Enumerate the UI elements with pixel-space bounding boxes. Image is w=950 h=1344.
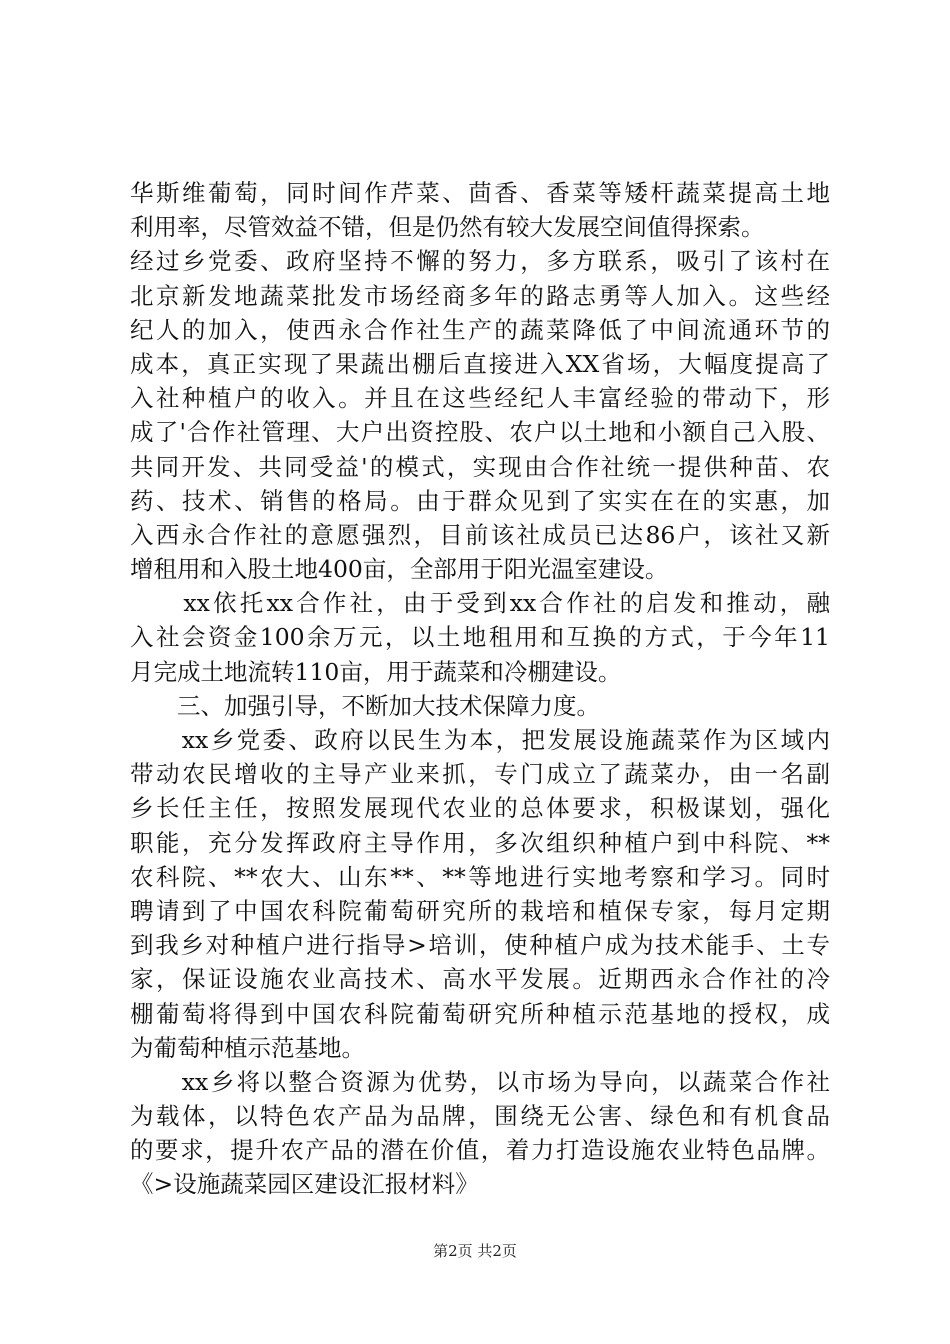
- text-line: 的要求，提升农产品的潜在价值，着力打造设施农业特色品牌。: [130, 1136, 830, 1165]
- text-line: 利用率，尽管效益不错，但是仍然有较大发展空间值得探索。: [130, 213, 765, 242]
- text-line: 三、加强引导，不断加大技术保障力度。: [130, 691, 600, 720]
- body-text: [130, 176, 830, 1202]
- text-line: 为载体，以特色农产品为品牌，围绕无公害、绿色和有机食品: [130, 1102, 830, 1131]
- text-line: xx乡将以整合资源为优势，以市场为导向，以蔬菜合作社: [130, 1067, 830, 1096]
- text-line: 棚葡萄将得到中国农科院葡萄研究所种植示范基地的授权，成: [130, 999, 830, 1028]
- text-line: 成本，真正实现了果蔬出棚后直接进入XX省场，大幅度提高了: [130, 349, 830, 378]
- text-line: 成了'合作社管理、大户出资控股、农户以土地和小额自己入股、: [130, 418, 830, 447]
- text-line: 经过乡党委、政府坚持不懈的努力，多方联系，吸引了该村在: [130, 247, 830, 276]
- page-footer: 第2页 共2页: [433, 1242, 517, 1260]
- text-line: 为葡萄种植示范基地。: [130, 1033, 365, 1062]
- text-line: 华斯维葡萄，同时间作芹菜、茴香、香菜等矮杆蔬菜提高土地: [130, 179, 830, 207]
- text-line: 农科院、**农大、山东**、**等地进行实地考察和学习。同时: [130, 862, 830, 891]
- text-line: 到我乡对种植户进行指导>培训，使种植户成为技术能手、土专: [130, 931, 830, 960]
- text-line: 共同开发、共同受益'的模式，实现由合作社统一提供种苗、农: [130, 452, 830, 481]
- text-line: 入西永合作社的意愿强烈，目前该社成员已达86户，该社又新: [130, 520, 830, 549]
- text-line: 北京新发地蔬菜批发市场经商多年的路志勇等人加入。这些经: [130, 281, 830, 310]
- text-line: 入社种植户的收入。并且在这些经纪人丰富经验的带动下，形: [130, 384, 830, 413]
- text-line: 增租用和入股土地400亩，全部用于阳光温室建设。: [130, 555, 669, 584]
- text-line: 聘请到了中国农科院葡萄研究所的栽培和植保专家，每月定期: [130, 896, 830, 925]
- text-line: 月完成土地流转110亩，用于蔬菜和冷棚建设。: [130, 657, 622, 686]
- text-line: 带动农民增收的主导产业来抓，专门成立了蔬菜办，由一名副: [130, 760, 830, 789]
- text-line: 职能，充分发挥政府主导作用，多次组织种植户到中科院、**: [130, 828, 830, 857]
- text-line: 家，保证设施农业高技术、高水平发展。近期西永合作社的冷: [130, 965, 830, 994]
- text-line: 乡长任主任，按照发展现代农业的总体要求，积极谋划，强化: [130, 794, 830, 823]
- text-line: 入社会资金100余万元，以土地租用和互换的方式，于今年11: [130, 623, 830, 652]
- text-line: 药、技术、销售的格局。由于群众见到了实实在在的实惠，加: [130, 486, 830, 515]
- text-line: xx乡党委、政府以民生为本，把发展设施蔬菜作为区域内: [130, 726, 830, 754]
- text-line: 《>设施蔬菜园区建设汇报材料》: [130, 1170, 479, 1199]
- text-line: 纪人的加入，使西永合作社生产的蔬菜降低了中间流通环节的: [130, 315, 830, 344]
- text-line: xx依托xx合作社，由于受到xx合作社的启发和推动，融: [130, 589, 830, 618]
